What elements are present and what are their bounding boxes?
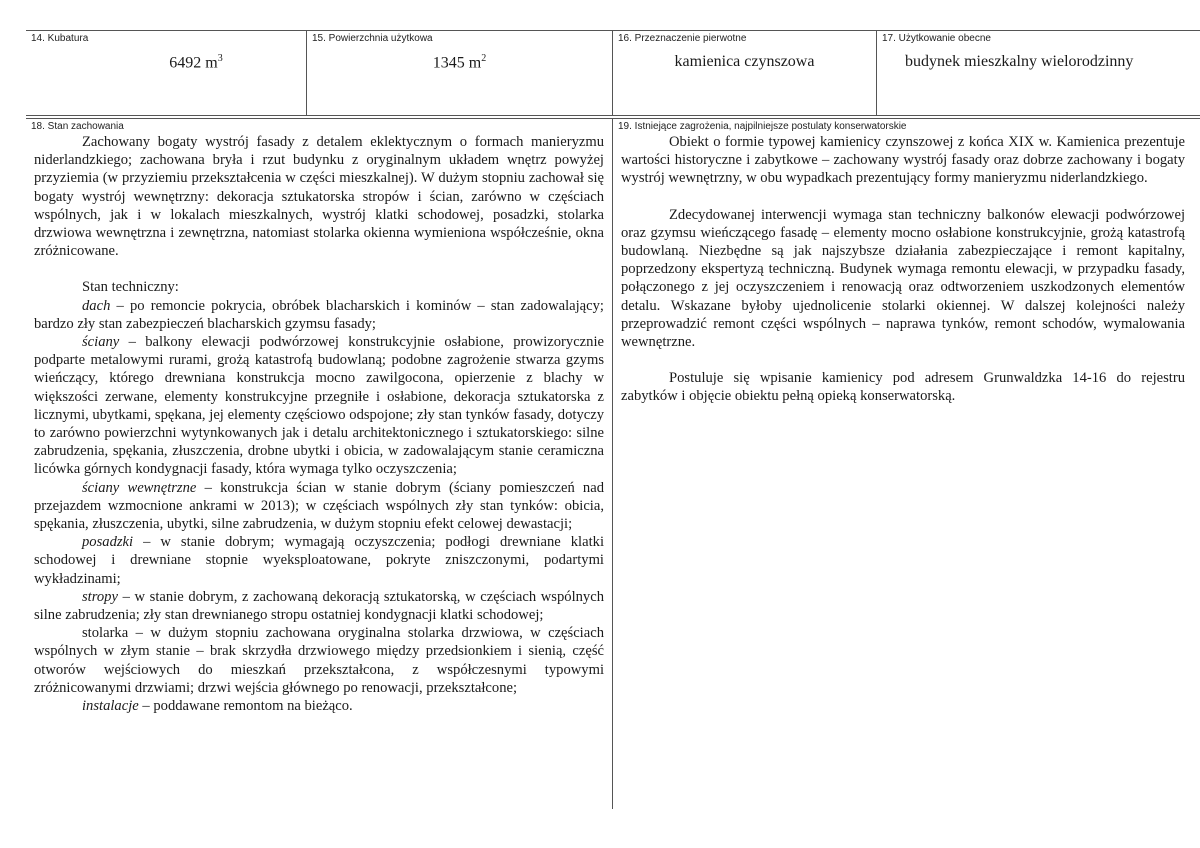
tech-item-term: dach — [82, 297, 111, 314]
tech-item — [34, 588, 604, 624]
intro-paragraph: Zachowany bogaty wystrój fasady z detalem eklektycznym o formach manieryzmu niderlandzkiego; zachowana bryła i rzut budynku z oryginalnym układem wnętrz powyżej przyziemia (w przyziemiu przekształcenia w części mieszkalnej). W dużym stopniu zachował się bogaty wystrój wewnętrzny: dekoracja sztukatorska stropów i ścian, zarówno w częściach wspólnych, jak i w lokalach mieszkalnych, wystrój klatki schodowej, posadzki, stolarka drzwiowa wewnętrzna i zewnętrzna, natomiast stolarka okienna wymieniona współcześnie, okna zróżnicowane. — [34, 134, 604, 260]
tech-item — [34, 624, 604, 697]
zagrozenia-paragraph: Zdecydowanej interwencji wymaga stan techniczny balkonów elewacji podwórzowej oraz gzymsu wieńczącego fasadę – elementy mocno osłabione konstrukcyjnie, grożą katastrofą budowlaną. Niezbędne są jak najszybsze działania zabezpieczające i remont kapitalny, poprzedzony ekspertyzą techniczną. Budynek wymaga remontu elewacji, w przypadku fasady, połączonego z jej oczyszczeniem i renowacją oraz odtworzeniem uszkodzonych elementów detalu. Wskazane byłoby ujednolicenie stolarki okiennej. W dalszej kolejności należy przeprowadzić remont części wspólnych – naprawa tynków, remont schodów, wymalowania wewnętrzne. — [621, 206, 1185, 351]
fields-row — [26, 30, 1200, 116]
field-powierzchnia — [307, 31, 613, 115]
tech-item-text: – konstrukcja ścian w stanie dobrym (ściany pomieszczeń nad przejazdem wzmocnione ankrami w 2013); w częściach wspólnych zły stan tynków: obicia, spękania, złuszczenia, ubytki, silne zabrudzenia, w dużym stopniu efekt celowej dewastacji; — [34, 479, 605, 533]
field-label: 16. Przeznaczenie pierwotne — [618, 33, 747, 44]
field-value: kamienica czynszowa — [674, 53, 815, 70]
details-row — [26, 118, 1200, 809]
tech-item-text: stolarka – w dużym stopniu zachowana oryginalna stolarka drzwiowa, w częściach wspólnych w złym stanie – brak skrzydła drzwiowego między przedsionkiem i sienią, część otworów wejściowych do mieszkań przekształcona, z współczesnymi typowymi zróżnicowanymi drzwiami; drzwi wejścia głównego po renowacji, przekształcone; — [34, 625, 604, 696]
field-value: budynek mieszkalny wielorodzinny — [905, 53, 1134, 70]
zagrozenia-section — [613, 119, 1200, 809]
tech-item-text: – w stanie dobrym, z zachowaną dekoracją sztukatorską, w częściach wspólnych silne zabrudzenia; zły stan drewnianego stropu ostatniej kondygnacji klatki schodowej; — [34, 588, 604, 624]
zagrozenia-paragraph: Postuluje się wpisanie kamienicy pod adresem Grunwaldzka 14-16 do rejestru zabytków i objęcie obiektu pełną opieką konserwatorską. — [621, 370, 1185, 405]
tech-item-term: ściany — [82, 334, 120, 351]
field-label: 14. Kubatura — [31, 33, 89, 44]
field-label: 15. Powierzchnia użytkowa — [312, 33, 433, 44]
tech-item — [34, 333, 604, 479]
zagrozenia-text — [621, 133, 1185, 406]
tech-heading: Stan techniczny: — [82, 279, 179, 296]
stan-zachowania-text — [34, 133, 604, 715]
field-label: 17. Użytkowanie obecne — [882, 33, 991, 44]
section-label: 19. Istniejące zagrożenia, najpilniejsze postulaty konserwatorskie — [618, 121, 907, 132]
stan-zachowania-section — [26, 119, 613, 809]
tech-item-term: stropy — [82, 588, 118, 605]
tech-item-text: – poddawane remontom na bieżąco. — [138, 698, 353, 715]
field-kubatura — [26, 31, 307, 115]
tech-item-term: posadzki — [82, 534, 134, 551]
field-uzytkowanie — [877, 31, 1200, 115]
tech-item-text: – po remoncie pokrycia, obróbek blacharskich i kominów – stan zadowalający; bardzo zły stan zabezpieczeń blacharskich gzymsu fasady; — [34, 297, 604, 332]
tech-item — [34, 297, 604, 333]
field-value: 1345 $m^2$ — [432, 53, 487, 72]
tech-item-text: – w stanie dobrym; wymagają oczyszczenia; podłogi drewniane klatki schodowej i drewniane stopnie wyeksploatowane, pokryte zniszczonymi, podartymi wykładzinami; — [34, 534, 604, 587]
field-przeznaczenie — [613, 31, 877, 115]
tech-item — [34, 479, 604, 534]
field-value: 6492 $m^3$ — [169, 53, 223, 72]
tech-item-term: ściany wewnętrzne — [82, 479, 197, 496]
zagrozenia-paragraph: Obiekt o formie typowej kamienicy czynszowej z końca XIX w. Kamienica prezentuje wartości historyczne i zabytkowe – zachowany wystrój fasady oraz dobrze zachowany i bogaty wystrój wewnętrzny, w obu wypadkach prezentujący formy manieryzmu niderlandzkiego. — [621, 134, 1185, 187]
section-label: 18. Stan zachowania — [31, 121, 124, 132]
tech-item — [34, 697, 604, 715]
tech-item — [34, 533, 604, 588]
tech-item-term: instalacje — [82, 698, 139, 715]
tech-item-text: – balkony elewacji podwórzowej konstrukcyjnie osłabione, prowizorycznie podparte metalowymi rurami, grożą katastrofą budowlaną; podobne zagrożenie stwarza gzyms wieńczący, którego drewniana konstrukcja mocno zawilgocona, opierzenie z blachy w większości zerwane, elementy konstrukcyjne przegniłe i osłabione, dekoracja sztukatorska z licznymi, ubytkami, spękana, jej elementy częściowo odspojone; zły stan tynków fasady, dotyczy to zarówno powierzchni wytynkowanych jak i detalu architektonicznego i sztukatorskiego: silne zabrudzenia, spękania, złuszczenia, drobne ubytki i obicia, w zadowalającym stanie ceramiczna licówka górnych kondygnacji fasady, która wymaga tylko oczyszczenia; — [34, 334, 604, 478]
